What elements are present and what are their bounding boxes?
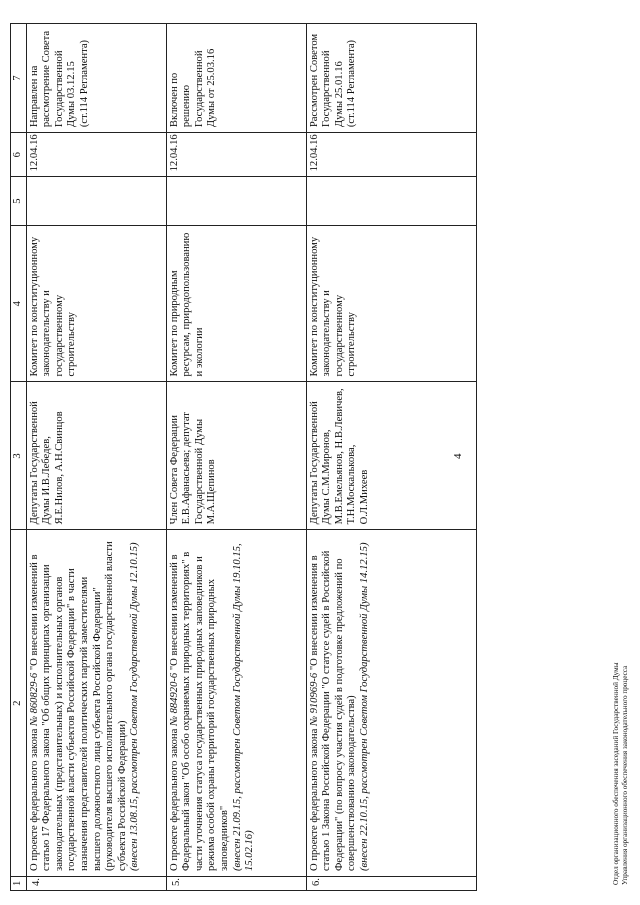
column-5-cell — [306, 177, 476, 226]
col-header-4: 4 — [11, 225, 27, 382]
header-row — [11, 24, 27, 891]
col-header-3: 3 — [11, 382, 27, 530]
table-row — [166, 24, 306, 891]
date-cell: 12.04.16 — [306, 133, 476, 177]
status-cell: Направлен на рассмотрение Совета Государственной Думы 03.12.15 (ст.114 Регламента) — [26, 24, 166, 133]
bill-title-prefix: О проекте федерального закона — [28, 728, 40, 871]
bill-title — [29, 535, 130, 871]
footer-line-1: Отдел организационного обеспечения заседаний Государственной Думы — [612, 662, 620, 885]
bill-title — [309, 535, 359, 871]
table-row — [306, 24, 476, 891]
initiators-cell: Член Совета Федерации Е.В.Афанасьева; депутат Государственной Думы М.А.Щепинов — [166, 382, 306, 530]
bill-title — [169, 535, 232, 871]
committee-cell: Комитет по конституционному законодательству и государственному строительству — [306, 225, 476, 382]
bill-title-text: "О внесении изменений в Федеральный закон "Об особо охраняемых природных территориях" в части уточнения статуса государственных природных заповедников и режима особой охраны территорий государственных природных заповедников" — [168, 551, 230, 871]
footer-line-2: Управления организационного обеспечения законодательного процесса — [621, 665, 629, 885]
column-5-cell — [166, 177, 306, 226]
date-cell: 12.04.16 — [26, 133, 166, 177]
row-number: 5. — [166, 876, 306, 890]
col-header-2: 2 — [11, 530, 27, 877]
bill-number: № 860829-6 — [28, 672, 40, 727]
initiators-cell: Депутаты Государственной Думы С.М.Миронов, М.В.Емельянов, Н.В.Левичев, Т.Н.Москалькова, О.Л.Михеев — [306, 382, 476, 530]
bill-title-prefix: О проекте федерального закона — [308, 728, 320, 871]
col-header-5: 5 — [11, 177, 27, 226]
page-number: 4 — [452, 453, 464, 459]
status-cell: Рассмотрен Советом Государственной Думы 25.01.16 (ст.114 Регламента) — [306, 24, 476, 133]
initiators-cell: Депутаты Государственной Думы И.В.Лебедев, Я.Е.Нилов, А.Н.Свинцов — [26, 382, 166, 530]
bill-title-cell — [26, 530, 166, 877]
committee-cell: Комитет по конституционному законодательству и государственному строительству — [26, 225, 166, 382]
col-header-7: 7 — [11, 24, 27, 133]
footer — [612, 662, 630, 885]
col-header-1: 1 — [11, 876, 27, 890]
date-cell: 12.04.16 — [166, 133, 306, 177]
committee-cell: Комитет по природным ресурсам, природопользованию и экологии — [166, 225, 306, 382]
bills-table — [10, 23, 477, 891]
row-number: 4. — [26, 876, 166, 890]
bill-title-text: "О внесении изменения в статью 1 Закона Российской Федерации "О статусе судей в Российской Федерации" (по вопросу участия судей в подготовке предложений по совершенствованию законодательства) — [308, 550, 358, 871]
col-header-6: 6 — [11, 133, 27, 177]
status-cell: Включен по решению Государственной Думы от 25.03.16 — [166, 24, 306, 133]
bill-title-prefix: О проекте федерального закона — [168, 728, 180, 871]
bill-note: (внесен 22.10.15, рассмотрен Советом Государственной Думы 14.12.15) — [358, 542, 370, 871]
bill-title-cell — [166, 530, 306, 877]
bill-number: № 884920-6 — [168, 672, 180, 727]
bill-number: № 910969-6 — [308, 672, 320, 727]
bill-title-text: "О внесении изменений в статью 17 Федерального закона "Об общих принципах организации законодательных (представительных) и исполнительных органов государственной власти субъектов Российской Федерации" в части назначения представителей политических партий заместителями высшего должностного лица субъекта Российской Федерации" (руководителя высшего исполнительного органа государственной власти субъекта Российской Федерации) — [28, 541, 128, 871]
table-row — [26, 24, 166, 891]
bill-note: (внесен 21.09.15, рассмотрен Советом Государственной Думы 19.10.15, 15.02.16) — [231, 543, 256, 871]
bill-title-cell — [306, 530, 476, 877]
column-5-cell — [26, 177, 166, 226]
bill-note: (внесен 13.08.15, рассмотрен Советом Государственной Думы 12.10.15) — [129, 542, 141, 871]
row-number: 6. — [306, 876, 476, 890]
